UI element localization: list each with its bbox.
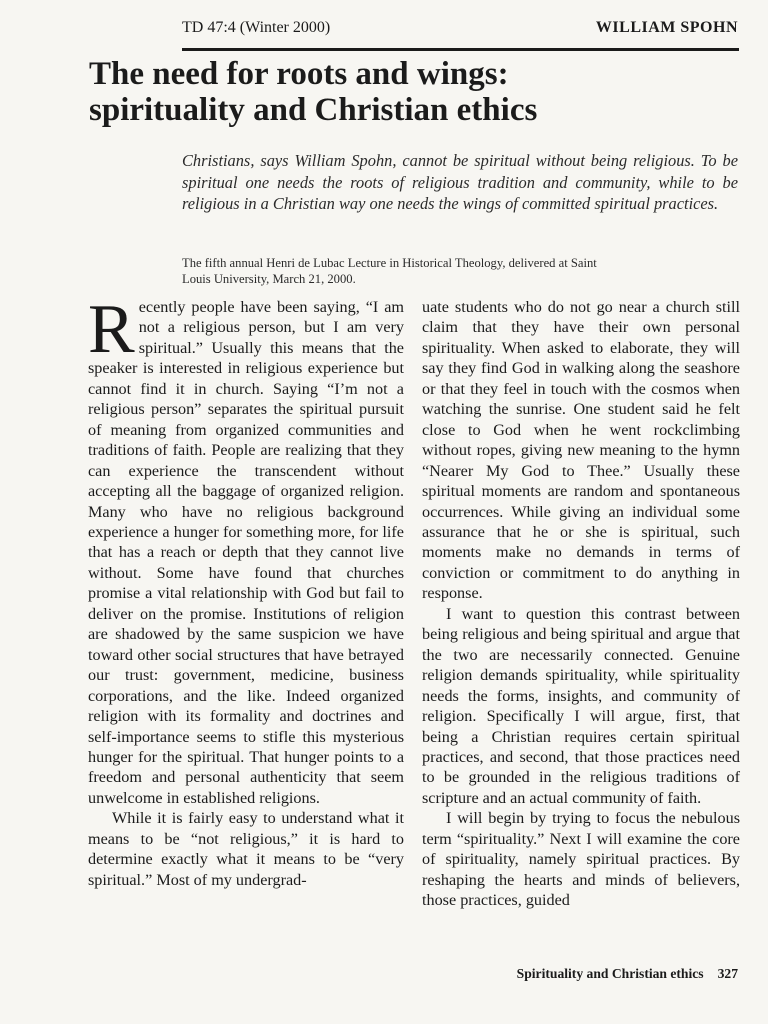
body-paragraph: While it is fairly easy to understand what it means to be “not religious,” it is hard to determine exactly what it means to be “very spiritual.” Most of my undergrad- [88, 809, 404, 889]
body-paragraph: I want to question this contrast between being religious and being spiritual and argue that the two are necessarily connected. Genuine religion demands spirituality, while spirituality needs the forms, insights, and community of religion. Specifically I will argue, first, that being a Christian requires certain spiritual practices, and second, that those practices need to be grounded in the religious traditions of scripture and an actual community of faith. [422, 604, 740, 807]
body-column-left [88, 291, 404, 890]
body-paragraph: uate students who do not go near a church still claim that they have their own personal spirituality. When asked to elaborate, they will say they find God in walking along the seashore or that they feel in touch with the cosmos when watching the sunrise. One student said he felt close to God when he went rockclimbing without ropes, giving new meaning to the hymn “Nearer My God to Thee.” Usually these spiritual moments are random and spontaneous occurrences. While giving an individual some assurance that he or she is spiritual, such moments make no demands in terms of conviction or commitment to do anything in response. [422, 298, 740, 603]
running-head [182, 15, 738, 41]
page-number: 327 [717, 966, 738, 981]
journal-citation: TD 47:4 (Winter 2000) [182, 19, 331, 36]
paragraph-text: ecently people have been saying, “I am not a religious person, but I am very spiritual.” Usually this means that the speaker is interested in religious experience but cannot find it in church. Saying “I’m not a religious person” separates the spiritual pursuit of meaning from organized communities and traditions of faith. People are realizing that they can experience the transcendent without accepting all the baggage of organized religion. Many who have no religious background experience a hunger for something more, for life that has a reach or depth that they cannot live without. Some have found that churches promise a vital relationship with God but fail to deliver on the promise. Institutions of religion are shadowed by the same suspicion we have toward other social structures that have betrayed our trust: government, medicine, business corporations, and the like. Indeed organized religion with its formality and doctrines and self-importance seems to stifle this mysterious hunger for the spiritual. That hunger points to a freedom and personal authenticity that seem unwelcome in established religions. [88, 298, 404, 807]
body-paragraph [88, 291, 404, 808]
lecture-note-line-2: Louis University, March 21, 2000. [182, 271, 356, 286]
page-footer [517, 965, 738, 983]
drop-cap: R [88, 291, 135, 368]
title-line-1: The need for roots and wings: [89, 56, 509, 92]
running-head-author: WILLIAM SPOHN [595, 19, 738, 36]
abstract: Christians, says William Spohn, cannot be spiritual without being religious. To be spiritual one needs the roots of religious tradition and community, while to be religious in a Christian way one needs the wings of committed spiritual practices. [182, 151, 738, 214]
header-rule [182, 48, 739, 51]
lecture-note [182, 256, 738, 287]
body-column-right [422, 297, 740, 911]
body-paragraph: I will begin by trying to focus the nebulous term “spirituality.” Next I will examine the core of spirituality, namely spiritual practices. By reshaping the hearts and minds of believers, those practices, guided [422, 809, 740, 910]
title-line-2: spirituality and Christian ethics [89, 92, 538, 128]
footer-short-title: Spirituality and Christian ethics [516, 966, 704, 981]
article-title [89, 56, 729, 128]
lecture-note-line-1: The fifth annual Henri de Lubac Lecture in Historical Theology, delivered at Saint [182, 256, 597, 270]
